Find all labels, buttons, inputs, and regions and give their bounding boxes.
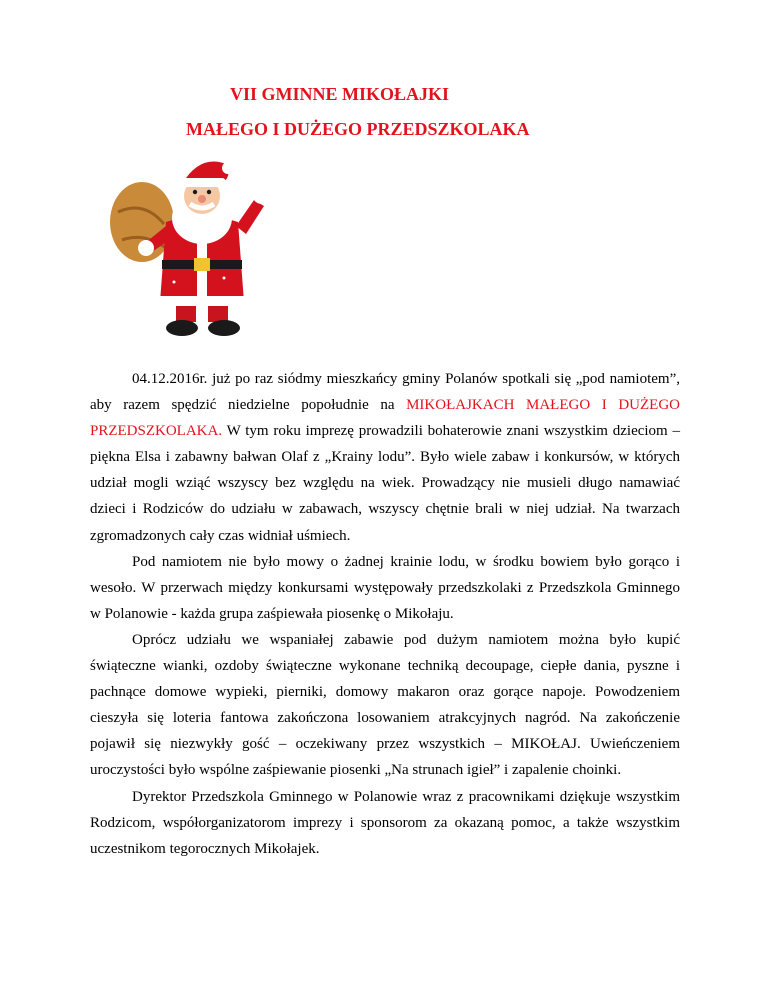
paragraph-4: Dyrektor Przedszkola Gminnego w Polanowie wraz z pracownikami dziękuje wszystkim Rodzicom, współorganizatorom imprezy i sponsorom za okazaną pomoc, a także wszystkim uczestnikom tegorocznych Mikołajek. (90, 788, 680, 857)
santa-claus-illustration (104, 152, 286, 340)
paragraph-1-text-a: 04.12.2016r. już po raz siódmy mieszkańcy gminy Polanów spotkali się „pod namiotem”, aby razem spędzić niedzielne popołudnie na (90, 371, 680, 414)
title-line-2: MAŁEGO I DUŻEGO PRZEDSZKOLAKA (186, 119, 530, 139)
paragraph-3: Oprócz udziału we wspaniałej zabawie pod dużym namiotem można było kupić świąteczne wianki, ozdoby świąteczne wykonane techniką decoupage, ciepłe dania, pyszne i pachnące domowe wypieki, pierniki, domowy makaron oraz gorące napoje. Powodzeniem cieszyła się loteria fantowa zakończona losowaniem atrakcyjnych nagród. Na zakończenie pojawił się niezwykły gość – oczekiwany przez wszystkich – MIKOŁAJ. Uwieńczeniem uroczystości było wspólne zaśpiewanie piosenki „Na strunach igieł” i zapalenie choinki. (90, 631, 680, 779)
article-body (90, 366, 680, 862)
title-line-1: VII GMINNE MIKOŁAJKI (230, 84, 450, 104)
paragraph-2: Pod namiotem nie było mowy o żadnej krainie lodu, w środku bowiem było gorąco i wesoło. W przerwach między konkursami występowały przedszkolaki z Przedszkola Gminnego w Polanowie - każda grupa zaśpiewała piosenkę o Mikołaju. (90, 553, 680, 622)
paragraph-1 (90, 366, 680, 549)
paragraph-1-text-b: W tym roku imprezę prowadzili bohaterowie znani wszystkim dzieciom – piękna Elsa i zabawny bałwan Olaf z „Krainy lodu”. Było wiele zabaw i konkursów, w których udział mogli wziąć wszyscy bez względu na wiek. Prowadzący nie musieli długo namawiać dzieci i Rodziców do udziału w zabawach, wszyscy chętnie brali w niej udział. Na twarzach zgromadzonych cały czas widniał uśmiech. (90, 423, 680, 544)
event-name-highlight: MIKOŁAJKACH MAŁEGO I DUŻEGO PRZEDSZKOLAKA. (90, 397, 680, 440)
